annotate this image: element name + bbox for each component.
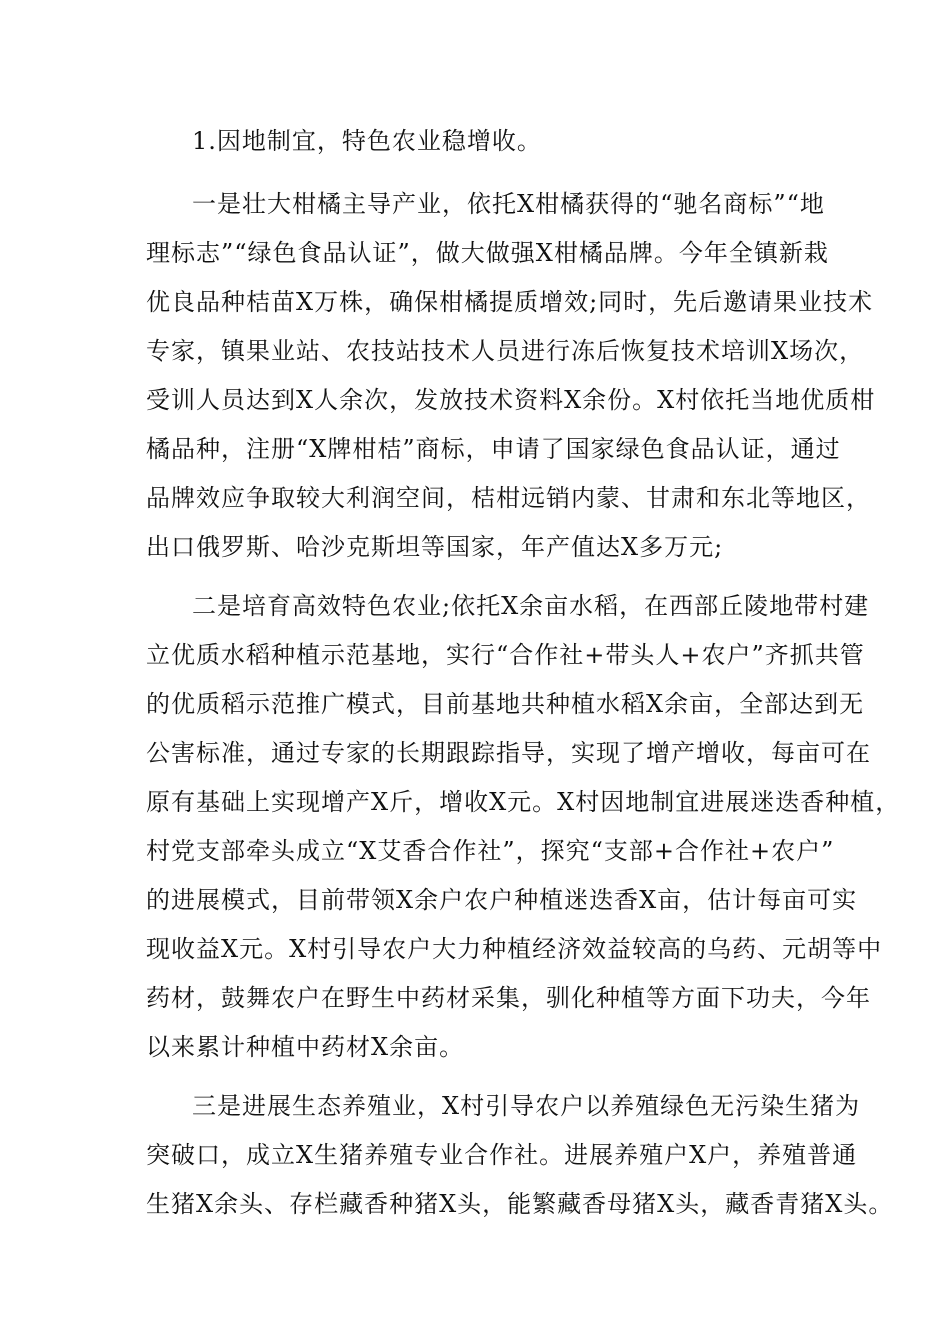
- paragraph-line: 的进展模式，目前带领X余户农户种植迷迭香X亩，估计每亩可实: [146, 886, 858, 914]
- paragraph-line: 出口俄罗斯、哈沙克斯坦等国家，年产值达X多万元;: [146, 533, 724, 561]
- section-heading: 1.因地制宜，特色农业稳增收。: [192, 127, 542, 155]
- paragraph-line: 突破口，成立X生猪养殖专业合作社。进展养殖户X户，养殖普通: [146, 1141, 858, 1169]
- paragraph-livestock: [146, 1082, 894, 1229]
- paragraph-line: 受训人员达到X人余次，发放技术资料X余份。X村依托当地优质柑: [146, 386, 876, 414]
- paragraph-line: 现收益X元。X村引导农户大力种植经济效益较高的乌药、元胡等中: [146, 935, 883, 963]
- paragraph-line: 橘品种，注册“X牌柑桔”商标，申请了国家绿色食品认证，通过: [146, 435, 841, 463]
- paragraph-line: 专家，镇果业站、农技站技术人员进行冻后恢复技术培训X场次，: [146, 337, 865, 365]
- paragraph-line: 以来累计种植中药材X余亩。: [146, 1033, 465, 1061]
- paragraph-line: 原有基础上实现增产X斤，增收X元。X村因地制宜进展迷迭香种植，: [146, 788, 901, 816]
- paragraph-line: 品牌效应争取较大利润空间，桔柑远销内蒙、甘肃和东北等地区，: [146, 484, 871, 512]
- paragraph-line: 的优质稻示范推广模式，目前基地共种植水稻X余亩，全部达到无: [146, 690, 865, 718]
- paragraph-line: 村党支部牵头成立“X艾香合作社”，探究“支部+合作社+农户”: [146, 837, 835, 865]
- document-body: [146, 117, 901, 1229]
- paragraph-line: 二是培育高效特色农业;依托X余亩水稻，在西部丘陵地带村建: [192, 592, 870, 620]
- paragraph-line: 三是进展生态养殖业，X村引导农户以养殖绿色无污染生猪为: [192, 1092, 861, 1120]
- paragraph-line: 理标志”“绿色食品认证”，做大做强X柑橘品牌。今年全镇新栽: [146, 239, 829, 267]
- paragraph-agriculture: [146, 582, 901, 1072]
- paragraph-line: 优良品种桔苗X万株，确保柑橘提质增效;同时，先后邀请果业技术: [146, 288, 874, 316]
- paragraph-citrus: [146, 180, 876, 572]
- paragraph-line: 一是壮大柑橘主导产业，依托X柑橘获得的“驰名商标”“地: [192, 190, 825, 218]
- paragraph-line: 立优质水稻种植示范基地，实行“合作社+带头人+农户”齐抓共管: [146, 641, 865, 669]
- paragraph-line: 生猪X余头、存栏藏香种猪X头，能繁藏香母猪X头，藏香青猪X头。: [146, 1190, 894, 1218]
- paragraph-line: 公害标准，通过专家的长期跟踪指导，实现了增产增收，每亩可在: [146, 739, 871, 767]
- paragraph-line: 药材，鼓舞农户在野生中药材采集，驯化种植等方面下功夫，今年: [146, 984, 871, 1012]
